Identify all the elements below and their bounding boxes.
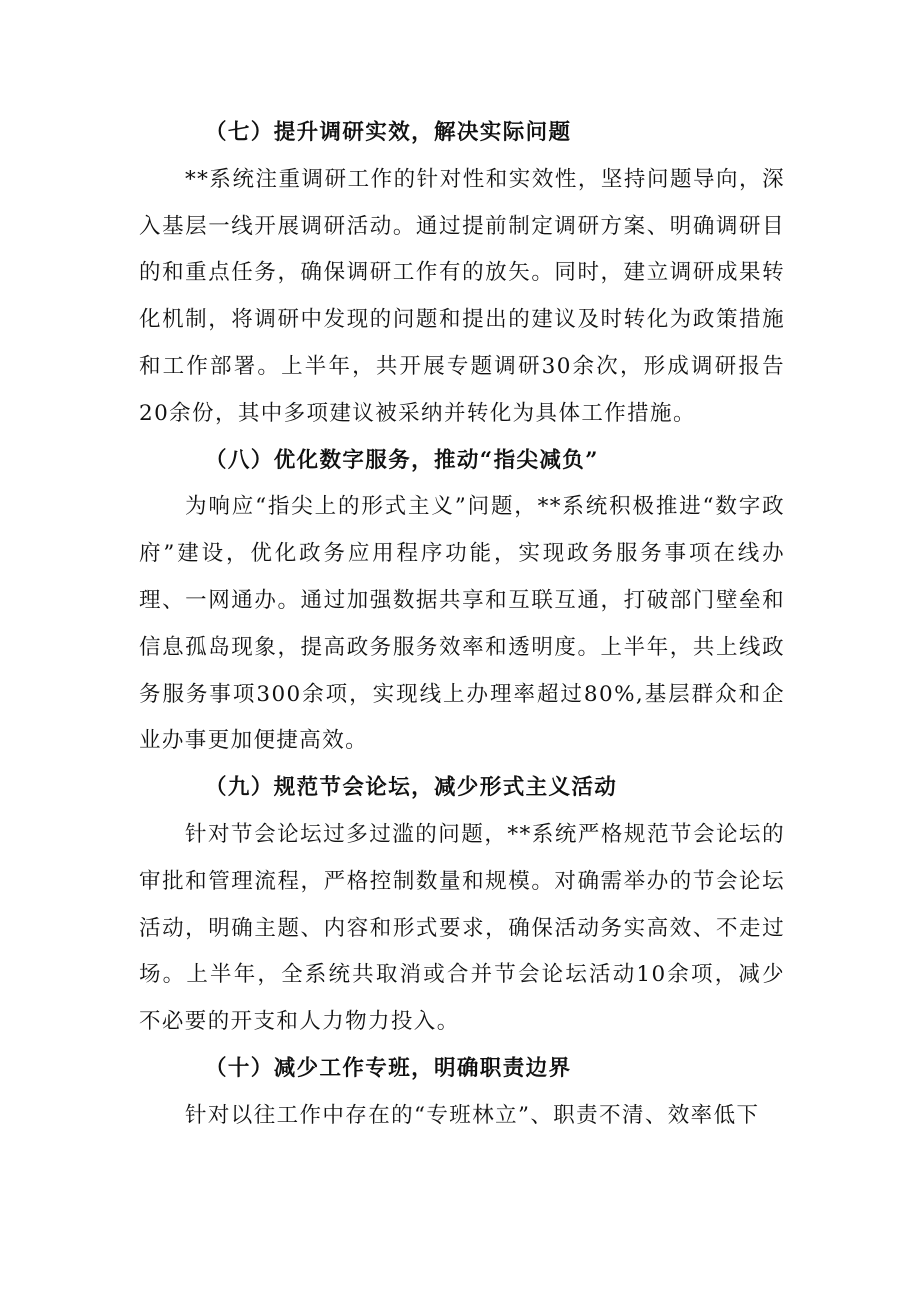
section-heading-9: （九）规范节会论坛，减少形式主义活动 [205, 775, 618, 801]
section-heading-10: （十）减少工作专班，明确职责边界 [205, 1055, 572, 1081]
section-paragraph-10: 针对以往工作中存在的“专班林立”、职责不清、效率低下 [185, 1102, 760, 1128]
section-heading-8: （八）优化数字服务，推动“指尖减负” [205, 447, 599, 473]
section-paragraph-9: 针对节会论坛过多过滥的问题，**系统严格规范节会论坛的审批和管理流程，严格控制数量和规模。对确需举办的节会论坛活动，明确主题、内容和形式要求，确保活动务实高效、不走过场。上半年，全系统共取消或合并节会论坛活动10余项，减少不必要的开支和人力物力投入。 [139, 821, 785, 1035]
document-body [139, 110, 785, 1140]
section-paragraph-8: 为响应“指尖上的形式主义”问题，**系统积极推进“数字政府”建设，优化政务应用程序功能，实现政务服务事项在线办理、一网通办。通过加强数据共享和互联互通，打破部门壁垒和信息孤岛现象，提高政务服务效率和透明度。上半年，共上线政务服务事项300余项，实现线上办理率超过80%,基层群众和企业办事更加便捷高效。 [139, 494, 785, 754]
section-paragraph-7: **系统注重调研工作的针对性和实效性，坚持问题导向，深入基层一线开展调研活动。通过提前制定调研方案、明确调研目的和重点任务，确保调研工作有的放矢。同时，建立调研成果转化机制，将调研中发现的问题和提出的建议及时转化为政策措施和工作部署。上半年，共开展专题调研30余次，形成调研报告20余份，其中多项建议被采纳并转化为具体工作措施。 [139, 166, 785, 426]
section-heading-7: （七）提升调研实效，解决实际问题 [205, 120, 572, 145]
